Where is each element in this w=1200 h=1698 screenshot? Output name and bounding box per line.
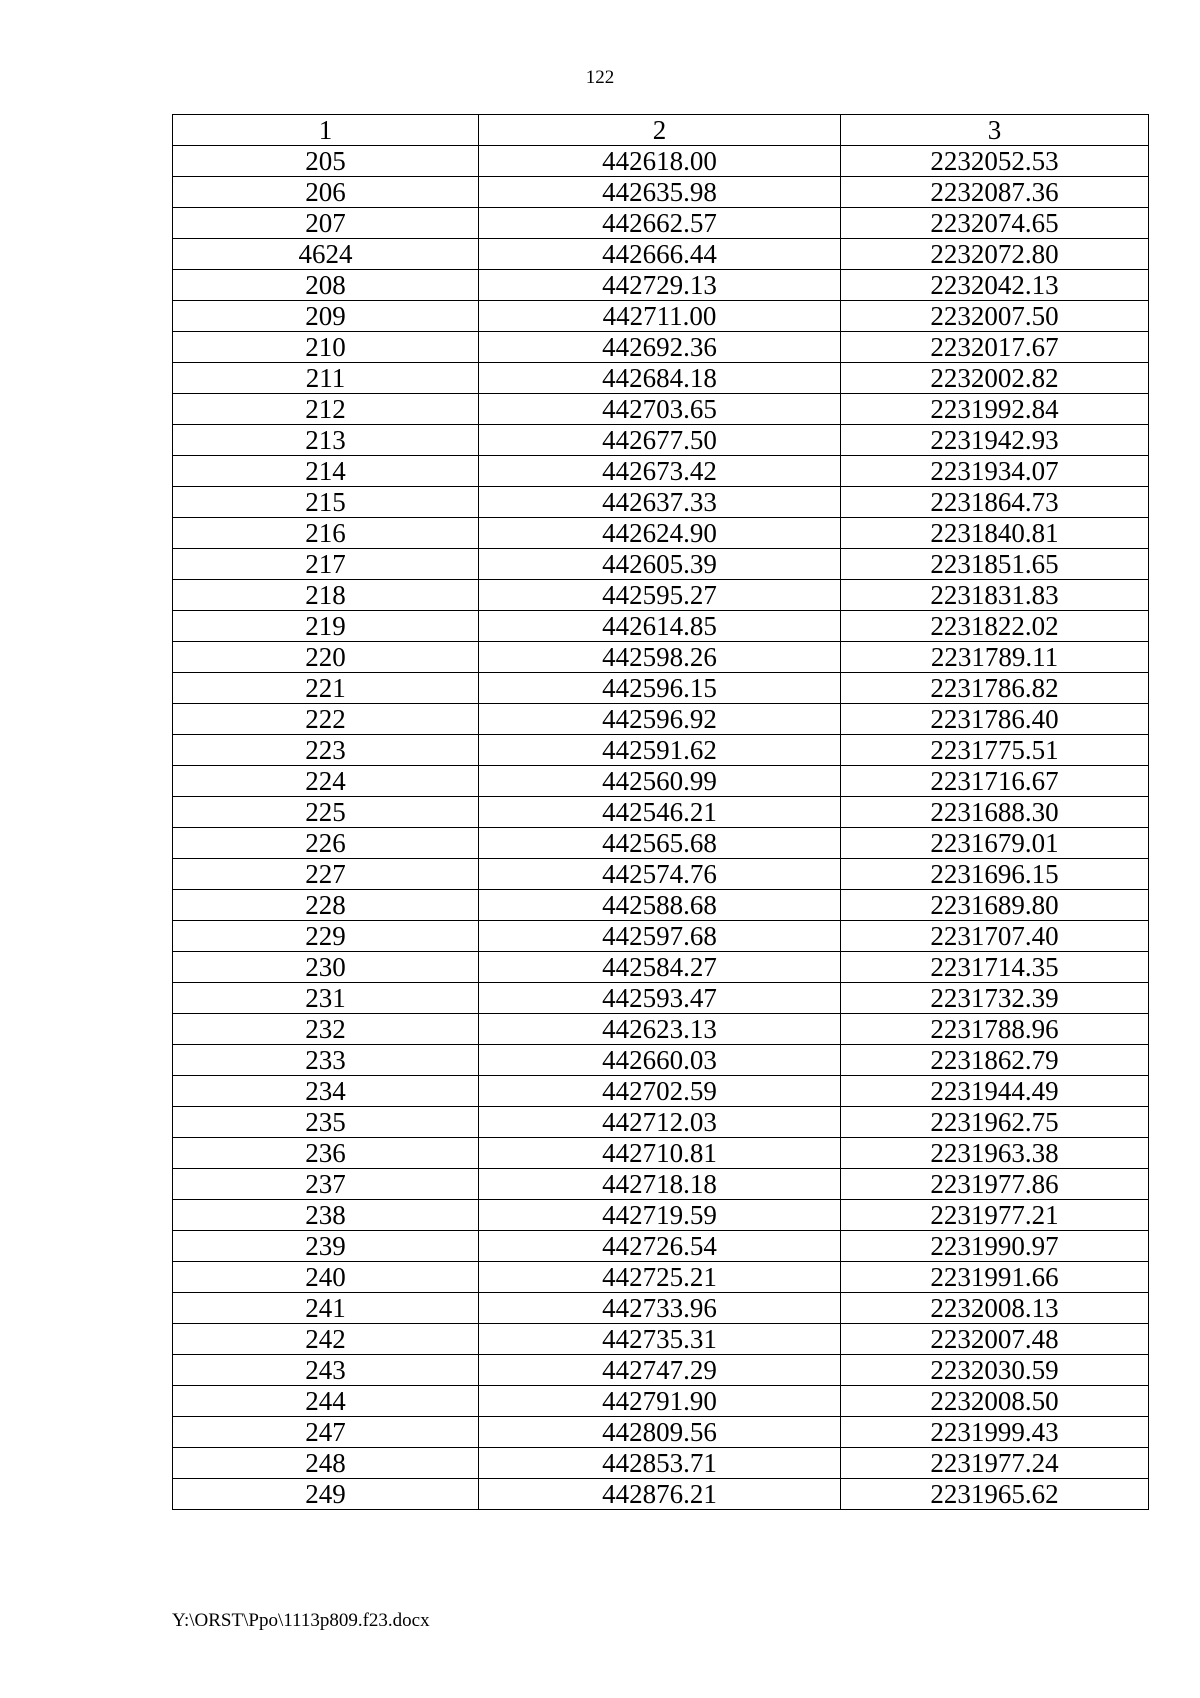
table-cell-col-1: 235 [173,1107,479,1138]
table-cell-col-1: 209 [173,301,479,332]
table-cell-col-2: 442596.92 [479,704,841,735]
table-row [173,704,1149,735]
table-cell-col-3: 2231840.81 [841,518,1149,549]
table-row [173,859,1149,890]
table-cell-col-1: 249 [173,1479,479,1510]
table-row [173,1231,1149,1262]
table-cell-col-1: 220 [173,642,479,673]
table-cell-col-3: 2231992.84 [841,394,1149,425]
table-cell-col-2: 442560.99 [479,766,841,797]
table-cell-col-3: 2231999.43 [841,1417,1149,1448]
table-row [173,1262,1149,1293]
table-cell-col-3: 2231962.75 [841,1107,1149,1138]
table-cell-col-2: 442733.96 [479,1293,841,1324]
table-cell-col-1: 240 [173,1262,479,1293]
table-cell-col-1: 238 [173,1200,479,1231]
column-header-3: 3 [841,115,1149,146]
table-cell-col-3: 2231831.83 [841,580,1149,611]
table-cell-col-3: 2231934.07 [841,456,1149,487]
table-row [173,394,1149,425]
table-cell-col-3: 2231822.02 [841,611,1149,642]
table-cell-col-3: 2232007.50 [841,301,1149,332]
table-row [173,1014,1149,1045]
table-cell-col-2: 442673.42 [479,456,841,487]
table-cell-col-2: 442595.27 [479,580,841,611]
table-row [173,1479,1149,1510]
table-row [173,735,1149,766]
table-cell-col-1: 225 [173,797,479,828]
table-cell-col-3: 2231714.35 [841,952,1149,983]
table-row [173,1107,1149,1138]
table-row [173,332,1149,363]
table-cell-col-3: 2231990.97 [841,1231,1149,1262]
table-cell-col-3: 2232007.48 [841,1324,1149,1355]
table-row [173,828,1149,859]
table-cell-col-3: 2231707.40 [841,921,1149,952]
table-cell-col-1: 217 [173,549,479,580]
table-cell-col-2: 442712.03 [479,1107,841,1138]
table-cell-col-3: 2231689.80 [841,890,1149,921]
table-cell-col-2: 442703.65 [479,394,841,425]
table-cell-col-2: 442747.29 [479,1355,841,1386]
table-row [173,363,1149,394]
table-cell-col-2: 442605.39 [479,549,841,580]
table-cell-col-3: 2232017.67 [841,332,1149,363]
table-row [173,1386,1149,1417]
table-cell-col-1: 243 [173,1355,479,1386]
table-cell-col-1: 239 [173,1231,479,1262]
table-cell-col-3: 2231732.39 [841,983,1149,1014]
table-cell-col-2: 442593.47 [479,983,841,1014]
table-cell-col-2: 442565.68 [479,828,841,859]
table-header-row [173,115,1149,146]
table-cell-col-1: 232 [173,1014,479,1045]
table-cell-col-2: 442596.15 [479,673,841,704]
table-cell-col-2: 442711.00 [479,301,841,332]
table-row [173,456,1149,487]
table-cell-col-2: 442660.03 [479,1045,841,1076]
table-row [173,797,1149,828]
table-row [173,425,1149,456]
table-cell-col-2: 442684.18 [479,363,841,394]
table-cell-col-2: 442719.59 [479,1200,841,1231]
table-row [173,1293,1149,1324]
table-cell-col-3: 2232042.13 [841,270,1149,301]
table-cell-col-2: 442735.31 [479,1324,841,1355]
table-cell-col-2: 442702.59 [479,1076,841,1107]
table-cell-col-2: 442546.21 [479,797,841,828]
table-cell-col-1: 234 [173,1076,479,1107]
table-cell-col-1: 214 [173,456,479,487]
table-cell-col-1: 237 [173,1169,479,1200]
table-cell-col-1: 4624 [173,239,479,270]
table-row [173,642,1149,673]
table-row [173,611,1149,642]
table-cell-col-2: 442876.21 [479,1479,841,1510]
table-row [173,487,1149,518]
table-cell-col-2: 442718.18 [479,1169,841,1200]
table-cell-col-2: 442588.68 [479,890,841,921]
table-cell-col-3: 2231696.15 [841,859,1149,890]
table-cell-col-3: 2231786.82 [841,673,1149,704]
table-row [173,1138,1149,1169]
table-cell-col-2: 442623.13 [479,1014,841,1045]
table-cell-col-3: 2231679.01 [841,828,1149,859]
table-cell-col-2: 442692.36 [479,332,841,363]
table-cell-col-3: 2231965.62 [841,1479,1149,1510]
table-cell-col-3: 2231716.67 [841,766,1149,797]
table-cell-col-3: 2231688.30 [841,797,1149,828]
table-cell-col-3: 2231862.79 [841,1045,1149,1076]
table-cell-col-3: 2232008.50 [841,1386,1149,1417]
table-cell-col-1: 241 [173,1293,479,1324]
table-cell-col-1: 242 [173,1324,479,1355]
table-cell-col-1: 226 [173,828,479,859]
table-cell-col-1: 212 [173,394,479,425]
table-row [173,952,1149,983]
table-row [173,983,1149,1014]
table-cell-col-2: 442584.27 [479,952,841,983]
table-cell-col-2: 442591.62 [479,735,841,766]
table-cell-col-1: 219 [173,611,479,642]
table-cell-col-1: 231 [173,983,479,1014]
table-cell-col-3: 2231942.93 [841,425,1149,456]
table-cell-col-1: 224 [173,766,479,797]
table-cell-col-3: 2231944.49 [841,1076,1149,1107]
table-row [173,146,1149,177]
page-number: 122 [585,67,615,88]
table-cell-col-1: 208 [173,270,479,301]
table-cell-col-1: 213 [173,425,479,456]
table-cell-col-3: 2232008.13 [841,1293,1149,1324]
table-row [173,1076,1149,1107]
table-cell-col-1: 211 [173,363,479,394]
footer-file-path: Y:\ORST\Ppo\1113p809.f23.docx [172,1610,430,1631]
table-cell-col-1: 205 [173,146,479,177]
table-cell-col-3: 2232030.59 [841,1355,1149,1386]
table-cell-col-2: 442598.26 [479,642,841,673]
table-cell-col-3: 2231788.96 [841,1014,1149,1045]
table-cell-col-2: 442662.57 [479,208,841,239]
table-row [173,673,1149,704]
table-cell-col-1: 236 [173,1138,479,1169]
table-cell-col-3: 2231851.65 [841,549,1149,580]
table-cell-col-1: 227 [173,859,479,890]
table-cell-col-2: 442710.81 [479,1138,841,1169]
table-cell-col-1: 215 [173,487,479,518]
table-row [173,208,1149,239]
table-cell-col-1: 206 [173,177,479,208]
table-cell-col-1: 244 [173,1386,479,1417]
table-cell-col-2: 442597.68 [479,921,841,952]
table-cell-col-2: 442624.90 [479,518,841,549]
table-cell-col-3: 2231991.66 [841,1262,1149,1293]
table-row [173,301,1149,332]
table-cell-col-1: 247 [173,1417,479,1448]
table-cell-col-1: 230 [173,952,479,983]
table-cell-col-3: 2232002.82 [841,363,1149,394]
table-cell-col-2: 442614.85 [479,611,841,642]
coordinates-table [172,114,1149,1510]
table-body [173,146,1149,1510]
table-cell-col-2: 442726.54 [479,1231,841,1262]
table-cell-col-3: 2231977.21 [841,1200,1149,1231]
table-cell-col-2: 442791.90 [479,1386,841,1417]
table-row [173,1169,1149,1200]
column-header-2: 2 [479,115,841,146]
table-cell-col-2: 442666.44 [479,239,841,270]
table-cell-col-2: 442637.33 [479,487,841,518]
table-row [173,270,1149,301]
table-cell-col-2: 442635.98 [479,177,841,208]
table-row [173,580,1149,611]
table-cell-col-1: 218 [173,580,479,611]
table-cell-col-1: 228 [173,890,479,921]
table-cell-col-2: 442729.13 [479,270,841,301]
table-cell-col-2: 442853.71 [479,1448,841,1479]
table-cell-col-3: 2231786.40 [841,704,1149,735]
table-cell-col-3: 2231775.51 [841,735,1149,766]
table-cell-col-1: 216 [173,518,479,549]
table-cell-col-2: 442725.21 [479,1262,841,1293]
table-cell-col-3: 2231963.38 [841,1138,1149,1169]
table-row [173,177,1149,208]
table-cell-col-1: 223 [173,735,479,766]
table-row [173,549,1149,580]
table-cell-col-3: 2232072.80 [841,239,1149,270]
table-cell-col-1: 210 [173,332,479,363]
table-cell-col-2: 442809.56 [479,1417,841,1448]
table-row [173,1045,1149,1076]
table-cell-col-1: 221 [173,673,479,704]
table-cell-col-3: 2232074.65 [841,208,1149,239]
table-cell-col-1: 248 [173,1448,479,1479]
table-row [173,1324,1149,1355]
table-row [173,1355,1149,1386]
table-cell-col-1: 207 [173,208,479,239]
table-cell-col-3: 2232052.53 [841,146,1149,177]
table-cell-col-1: 222 [173,704,479,735]
table-cell-col-1: 229 [173,921,479,952]
table-cell-col-1: 233 [173,1045,479,1076]
table-row [173,766,1149,797]
table-cell-col-2: 442574.76 [479,859,841,890]
table-row [173,1448,1149,1479]
table-row [173,1417,1149,1448]
table-cell-col-3: 2231789.11 [841,642,1149,673]
table-cell-col-2: 442677.50 [479,425,841,456]
table-cell-col-3: 2231977.24 [841,1448,1149,1479]
table-cell-col-3: 2232087.36 [841,177,1149,208]
column-header-1: 1 [173,115,479,146]
table-cell-col-3: 2231977.86 [841,1169,1149,1200]
table-row [173,239,1149,270]
table-row [173,890,1149,921]
table-cell-col-2: 442618.00 [479,146,841,177]
table-row [173,1200,1149,1231]
table-row [173,518,1149,549]
table-cell-col-3: 2231864.73 [841,487,1149,518]
table-row [173,921,1149,952]
